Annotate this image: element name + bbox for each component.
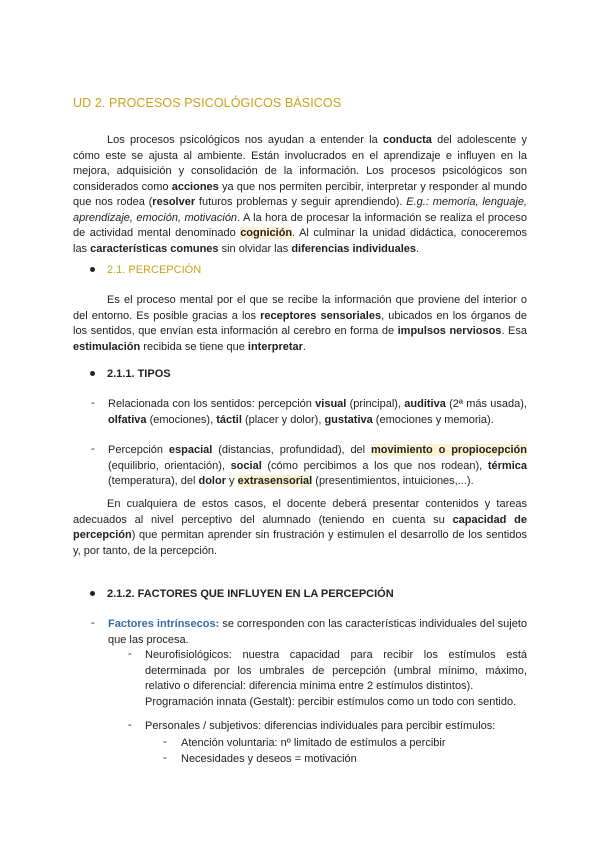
dash-bullet: - (163, 752, 167, 764)
personales-item: Personales / subjetivos: diferencias individuales para percibir estímulos: (145, 720, 496, 732)
tipos-list-item: Relacionada con los sentidos: percepción visual (principal), auditiva (2ª más usada), olfativa (emociones), táctil (placer y dolor), gustativa (emociones y memoria). (108, 398, 527, 426)
section-heading-factores: 2.1.2. FACTORES QUE INFLUYEN EN LA PERCEPCIÓN (90, 588, 394, 600)
tipos-list-item: Percepción espacial (distancias, profundidad), del movimiento o propiocepción (equilibrio, orientación), social (cómo percibimos a los que nos rodean), térmica (temperatura), del dolor y extrasensorial (presentimientos, intuiciones,...). (108, 444, 527, 487)
necesidades-item: Necesidades y deseos = motivación (181, 753, 357, 765)
neurofisiologicos-item: Neurofisiológicos: nuestra capacidad para recibir los estímulos está determinada por los umbrales de percepción (umbral mínimo, máximo, relativo o diferencial: diferencia mínima entre 2 estímulos distintos). Programación innata (Gestalt): percibir estímulos como un todo con sentido. (145, 649, 527, 708)
bullet-icon (90, 371, 95, 376)
bullet-icon (90, 591, 95, 596)
dash-bullet: - (163, 736, 167, 748)
section-heading-tipos: 2.1.1. TIPOS (90, 368, 171, 380)
dash-bullet: - (91, 397, 95, 409)
dash-bullet: - (128, 719, 132, 731)
dash-bullet: - (91, 617, 95, 629)
docente-paragraph: En cualquiera de estos casos, el docente deberá presentar contenidos y tareas adecuados al nivel perceptivo del alumnado (teniendo en cuenta su capacidad de percepción) que permitan aprender sin frustración y estimulen el desarrollo de los sentidos y, por tanto, de la percepción. (73, 498, 528, 557)
atencion-item: Atención voluntaria: nº limitado de estímulos a percibir (181, 737, 446, 749)
factores-intrinsecos-item: Factores intrínsecos: se corresponden con las características individuales del sujeto que las procesa. (108, 618, 527, 646)
percepcion-paragraph: Es el proceso mental por el que se recibe la información que proviene del interior o del entorno. Es posible gracias a los receptores sensoriales, ubicados en los órganos de los sentidos, que envían esta información al cerebro en forma de impulsos nerviosos. Esa estimulación recibida se tiene que interpretar. (73, 294, 527, 353)
unit-title: UD 2. PROCESOS PSICOLÓGICOS BÁSICOS (73, 96, 342, 110)
dash-bullet: - (128, 648, 132, 660)
section-heading-percepcion: 2.1. PERCEPCIÓN (90, 264, 201, 276)
dash-bullet: - (91, 443, 95, 455)
bullet-icon (90, 267, 95, 272)
intro-paragraph: Los procesos psicológicos nos ayudan a entender la conducta del adolescente y cómo este se ajusta al ambiente. Están involucrados en el aprendizaje e influyen en la mejora, adquisición y consolidación de la información. Los procesos psicológicos son considerados como acciones ya que nos permiten percibir, interpretar y responder al mundo que nos rodea (resolver futuros problemas y seguir aprendiendo). E.g.: memoria, lenguaje, aprendizaje, emoción, motivación. A la hora de procesar la información se realiza el proceso de actividad mental denominado cognición. Al culminar la unidad didáctica, conoceremos las características comunes sin olvidar las diferencias individuales. (73, 134, 528, 255)
